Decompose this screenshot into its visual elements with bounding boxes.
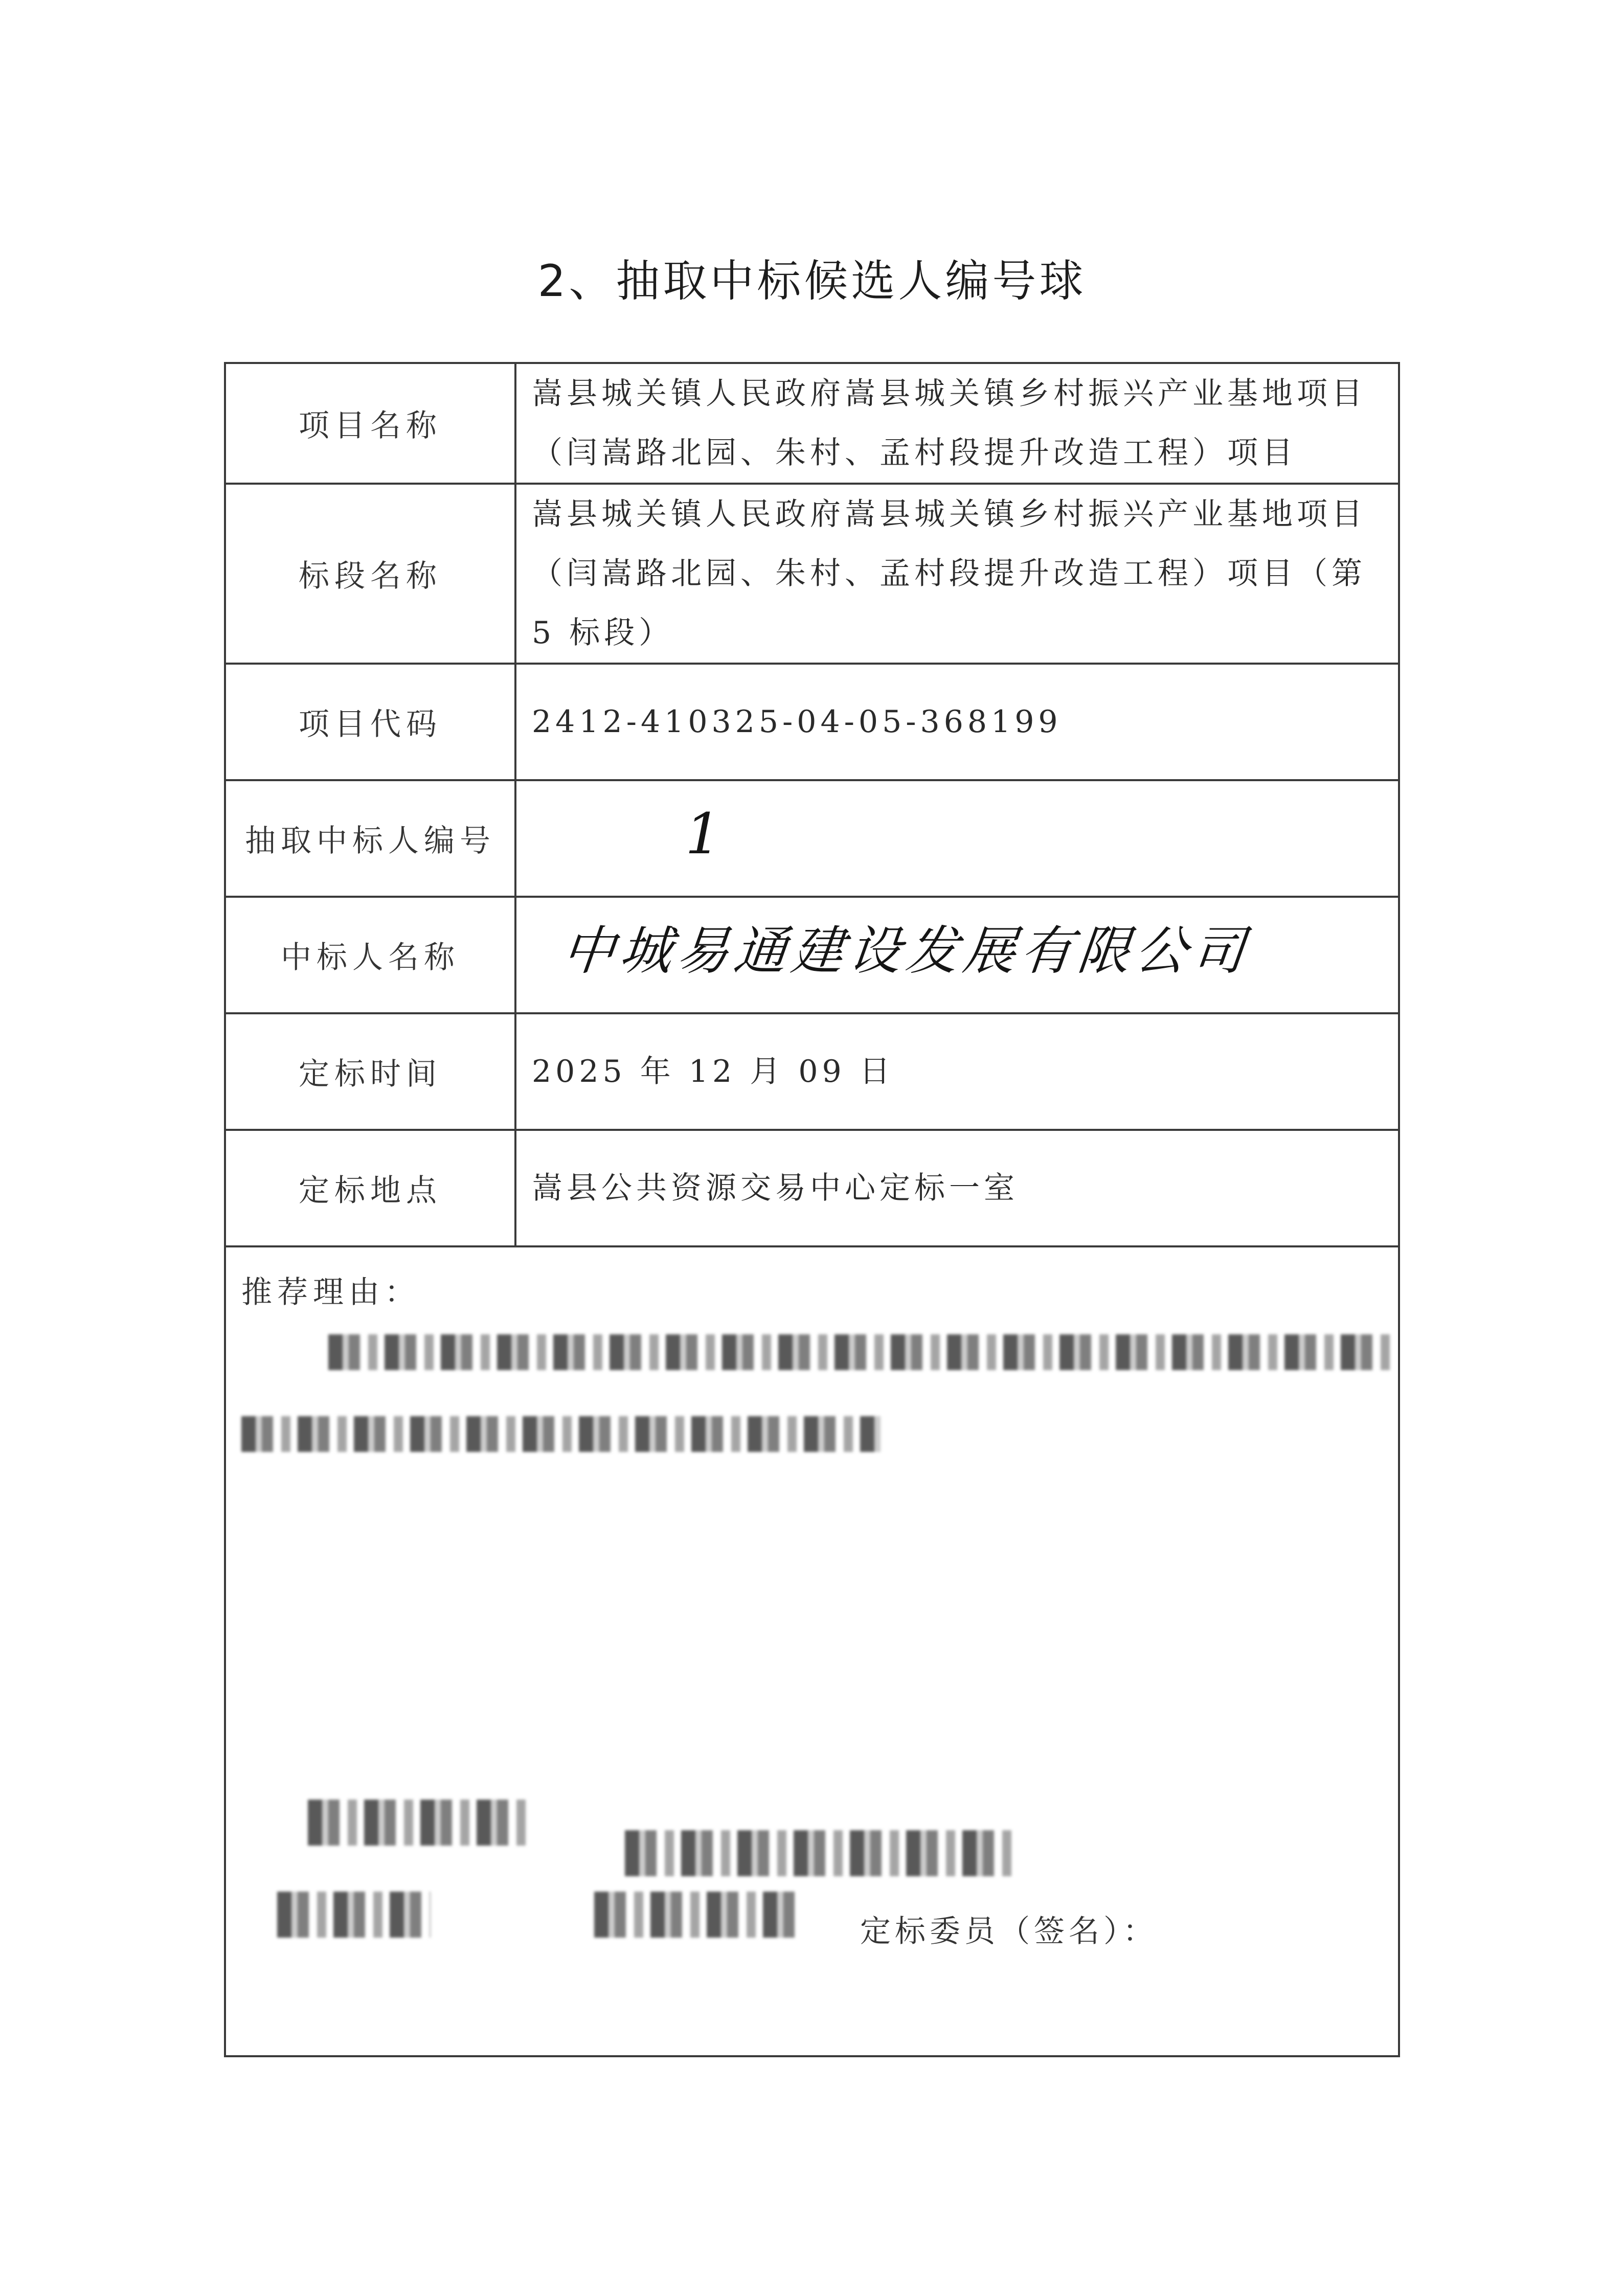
row-award-location [225,1130,1399,1246]
signature-label: 定标委员（签名）： [860,1914,1158,1949]
page-title: 2、抽取中标候选人编号球 [537,256,1087,307]
value-section-name: 嵩县城关镇人民政府嵩县城关镇乡村振兴产业基地项目（闫嵩路北园、朱村、孟村段提升改造工程）项目（第 5 标段） [515,484,1399,664]
value-award-date: 2025 年 12 月 09 日 [515,1013,1399,1130]
label-section-name: 标段名称 [225,484,515,664]
label-award-location: 定标地点 [225,1130,515,1246]
row-award-date [225,1013,1399,1130]
row-winner-number [225,780,1399,897]
label-project-code: 项目代码 [225,664,515,780]
handwritten-winner-name: 中城易通建设发展有限公司 [559,921,1253,982]
row-winner-name [225,897,1399,1013]
row-project-name [225,363,1399,484]
redacted-signature-1 [308,1800,533,1846]
label-winner-name: 中标人名称 [225,897,515,1013]
reason-cell [225,1246,1399,2056]
row-section-name [225,484,1399,664]
reason-label: 推荐理由： [241,1275,420,1310]
label-winner-number: 抽取中标人编号 [225,780,515,897]
handwritten-winner-number: 1 [685,801,725,867]
redacted-signature-4 [594,1892,799,1938]
label-award-date: 定标时间 [225,1013,515,1130]
row-project-code [225,664,1399,780]
redacted-reason-line-1 [328,1334,1392,1370]
redacted-reason-line-2 [241,1416,881,1452]
redacted-signature-2 [625,1830,1013,1876]
bid-form-table [224,362,1400,2057]
value-project-name: 嵩县城关镇人民政府嵩县城关镇乡村振兴产业基地项目（闫嵩路北园、朱村、孟村段提升改造工程）项目 [515,363,1399,484]
value-winner-name-cell [515,897,1399,1013]
value-project-code: 2412-410325-04-05-368199 [515,664,1399,780]
value-winner-number-cell [515,780,1399,897]
label-project-name: 项目名称 [225,363,515,484]
redacted-signature-3 [277,1892,431,1938]
value-award-location: 嵩县公共资源交易中心定标一室 [515,1130,1399,1246]
row-reason [225,1246,1399,2056]
